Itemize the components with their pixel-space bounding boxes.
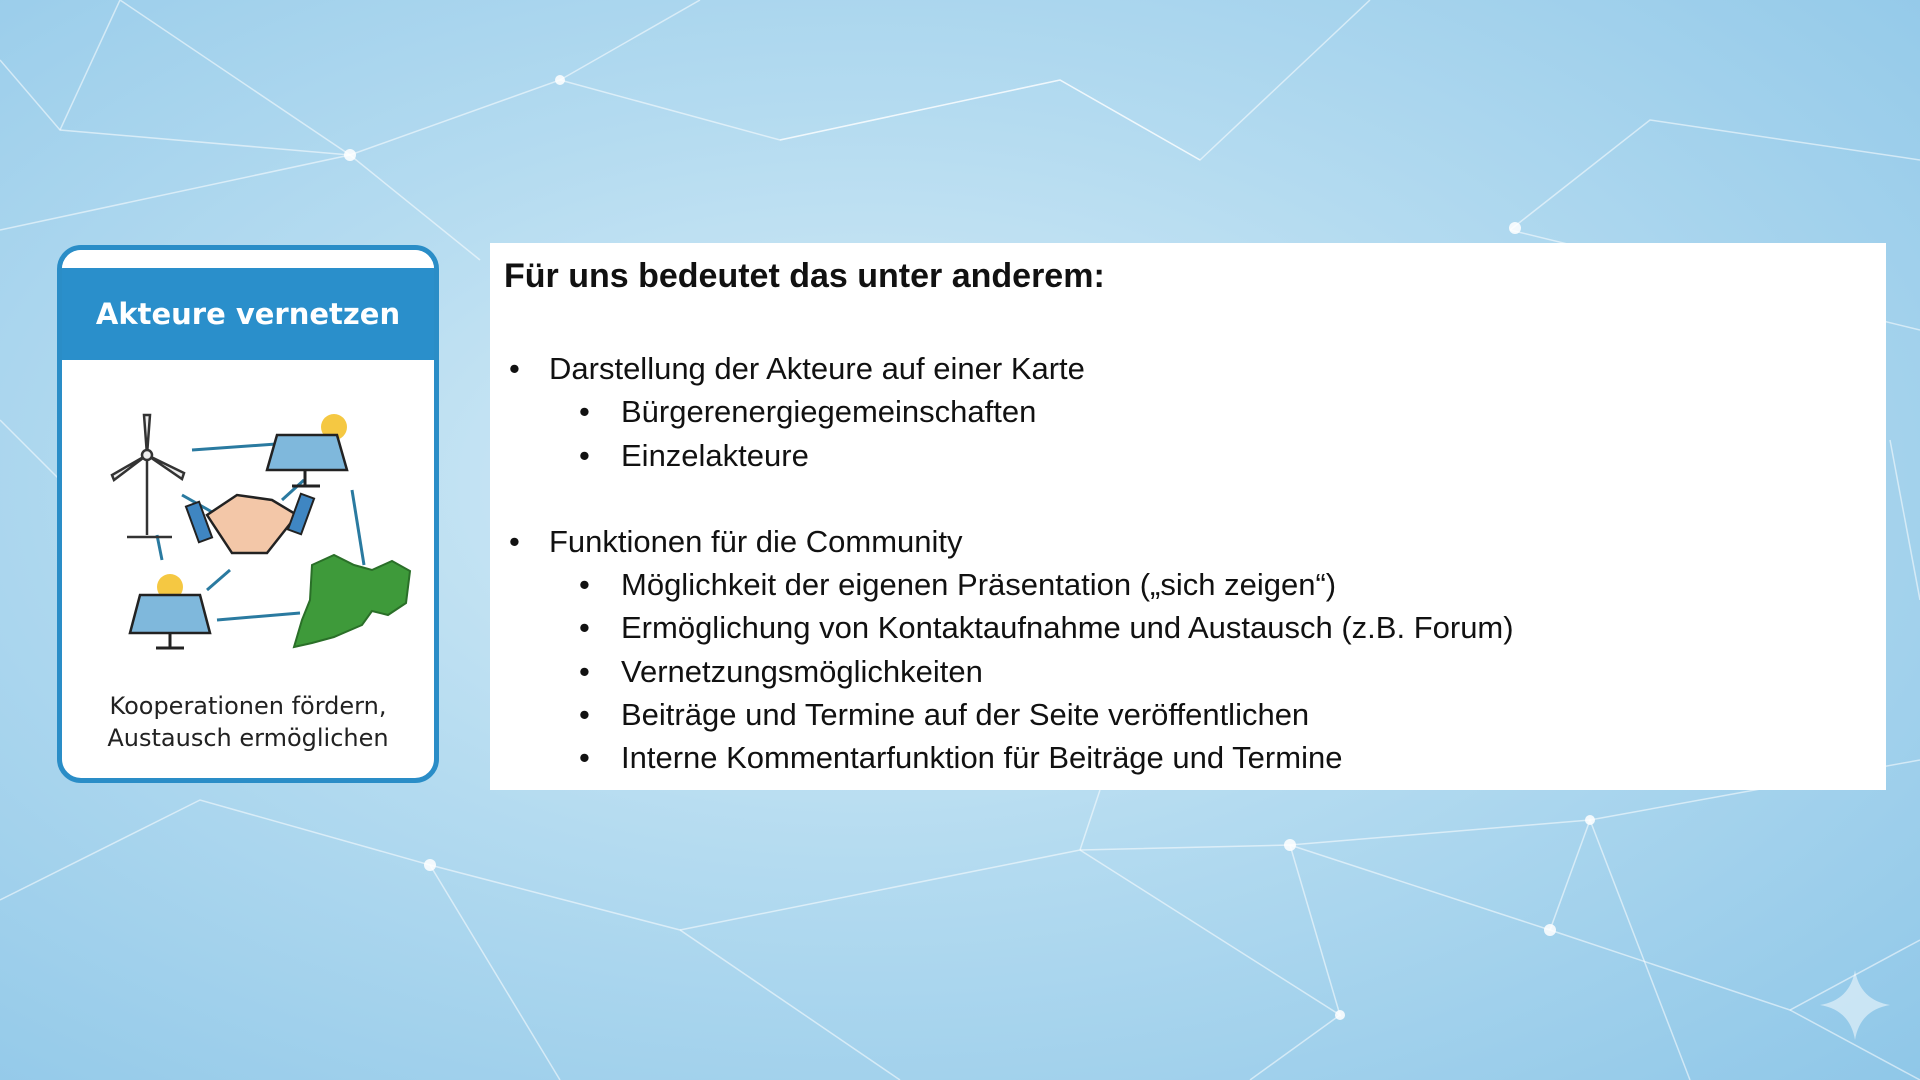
solar-panel-icon <box>130 574 210 648</box>
bullet: • <box>579 697 590 732</box>
sub-list-item <box>579 654 983 690</box>
list-item-text: Einzelakteure <box>621 438 809 473</box>
saxony-map-icon <box>294 555 410 647</box>
bullet: • <box>579 740 590 775</box>
bullet: • <box>579 610 590 645</box>
bullet: • <box>509 351 520 386</box>
panel-heading: Für uns bedeutet das unter anderem: <box>504 257 1105 295</box>
list-item-text: Beiträge und Termine auf der Seite veröffentlichen <box>621 697 1310 732</box>
card-title: Akteure vernetzen <box>62 268 434 360</box>
bullet: • <box>579 438 590 473</box>
content-panel <box>490 243 1886 790</box>
list-item-text: Darstellung der Akteure auf einer Karte <box>549 351 1085 386</box>
bullet: • <box>579 567 590 602</box>
sub-list-item <box>579 567 1337 603</box>
sub-list-item <box>579 438 809 474</box>
list-item-text: Möglichkeit der eigenen Präsentation („sich zeigen“) <box>621 567 1337 602</box>
list-item <box>509 524 963 560</box>
card-caption-line1: Kooperationen fördern, <box>109 692 387 720</box>
bullet: • <box>579 394 590 429</box>
handshake-icon <box>186 494 314 553</box>
list-item-text: Ermöglichung von Kontaktaufnahme und Austausch (z.B. Forum) <box>621 610 1514 645</box>
sub-list-item <box>579 610 1514 646</box>
akteure-vernetzen-card <box>57 245 439 783</box>
sub-list-item <box>579 740 1343 776</box>
sparkle-icon <box>1820 970 1890 1040</box>
sub-list-item <box>579 394 1037 430</box>
list-item-text: Vernetzungsmöglichkeiten <box>621 654 983 689</box>
card-caption-line2: Austausch ermöglichen <box>107 724 389 752</box>
network-illustration <box>72 375 427 675</box>
sub-list-item <box>579 697 1310 733</box>
list-item-text: Bürgerenergiegemeinschaften <box>621 394 1037 429</box>
solar-panel-icon <box>267 414 347 486</box>
wind-turbine-icon <box>112 415 184 537</box>
list-item-text: Interne Kommentarfunktion für Beiträge und Termine <box>621 740 1343 775</box>
bullet: • <box>509 524 520 559</box>
bullet: • <box>579 654 590 689</box>
list-item-text: Funktionen für die Community <box>549 524 963 559</box>
list-item <box>509 351 1085 387</box>
